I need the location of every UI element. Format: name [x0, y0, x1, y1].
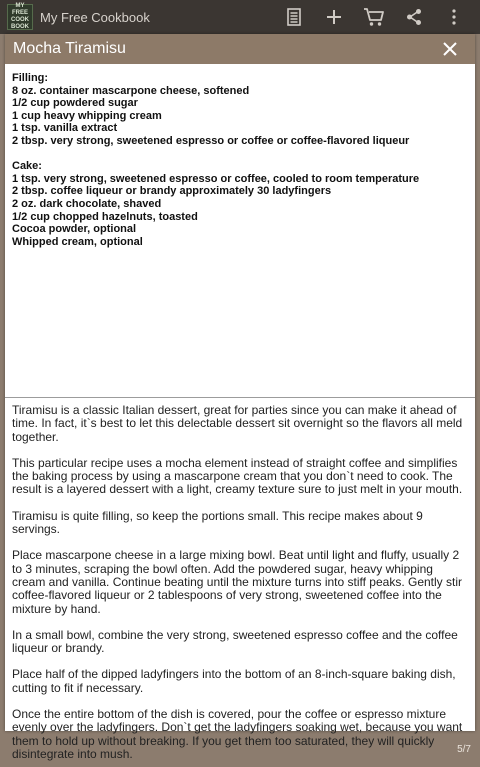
close-button[interactable]: [441, 40, 459, 58]
app-title: My Free Cookbook: [40, 9, 150, 25]
share-icon: [405, 8, 423, 26]
ingredient-spacer: [12, 148, 468, 161]
ingredient-line: 8 oz. container mascarpone cheese, softened: [12, 84, 250, 97]
ingredient-line: 1/2 cup chopped hazelnuts, toasted: [12, 210, 198, 223]
app-logo-text: MY FREE COOK BOOK: [11, 3, 29, 30]
share-button[interactable]: [394, 0, 434, 34]
recipe-title: Mocha Tiramisu: [13, 40, 126, 57]
instruction-paragraph: Place half of the dipped ladyfingers into the bottom of an 8-inch-square baking dish, cutting to fit if necessary.: [12, 667, 456, 695]
close-icon: [443, 42, 457, 56]
ingredient-line: 1/2 cup powdered sugar: [12, 97, 138, 110]
ingredient-line: 2 tbsp. coffee liqueur or brandy approximately 30 ladyfingers: [12, 185, 332, 198]
ingredient-line: Filling:: [12, 72, 49, 84]
list-icon: [286, 8, 302, 26]
ingredient-line: 2 oz. dark chocolate, shaved: [12, 197, 162, 210]
add-icon: [325, 8, 343, 26]
dialog-header: [5, 34, 475, 64]
ingredient-line: Whipped cream, optional: [12, 235, 143, 248]
app-actions: [274, 0, 474, 34]
instruction-paragraph: Tiramisu is quite filling, so keep the portions small. This recipe makes about 9 servings.: [12, 508, 423, 537]
instruction-paragraph: Place mascarpone cheese in a large mixing bowl. Beat until light and fluffy, usually 2 to 3 minutes, scraping the bowl often. Add the powdered sugar, heavy whipping cream and vanilla. Continue beating until the mixture turns into stiff peaks. Gently stir coffee-flavored liqueur or 2 tablespoons of very strong, sweetened coffee into the mixture by hand.: [12, 548, 463, 616]
list-button[interactable]: [274, 0, 314, 34]
overflow-menu-button[interactable]: [434, 0, 474, 34]
instruction-paragraph: In a small bowl, combine the very strong, sweetened espresso coffee and the coffee liqueur or brandy.: [12, 627, 458, 656]
instruction-paragraph: Tiramisu is a classic Italian dessert, great for parties since you can make it ahead of time. In fact, it`s best to let this delectable dessert sit overnight so the flavors all meld together.: [12, 403, 463, 444]
app-bar: [0, 0, 480, 34]
instruction-paragraph: Once the entire bottom of the dish is covered, pour the coffee or espresso mixture evenly over the ladyfingers. Don`t get the ladyfingers soaking wet, because you want them to hold up without breaking. If you get them too saturated, they will quickly disintegrate into mush.: [12, 707, 463, 761]
page-indicator: 5/7: [457, 744, 471, 755]
ingredient-line: Cocoa powder, optional: [12, 223, 137, 236]
cart-button[interactable]: [354, 0, 394, 34]
cart-icon: [363, 7, 385, 27]
app-logo[interactable]: [7, 4, 33, 30]
instruction-paragraph: This particular recipe uses a mocha element instead of straight coffee and simplifies the baking process by using a mascarpone cream that you don`t need to cook. The result is a layered dessert with a light, creamy texture sure to just melt in your mouth.: [12, 455, 463, 497]
overflow-menu-icon: [451, 8, 457, 26]
ingredient-line: 1 tsp. very strong, sweetened espresso or coffee, cooled to room temperature: [12, 172, 420, 185]
ingredient-line: 2 tbsp. very strong, sweetened espresso or coffee or coffee-flavored liqueur: [12, 134, 410, 147]
ingredient-line: 1 tsp. vanilla extract: [12, 122, 118, 135]
ingredient-line: Cake:: [12, 160, 42, 173]
ingredient-line: 1 cup heavy whipping cream: [12, 109, 162, 122]
add-button[interactable]: [314, 0, 354, 34]
ingredients-panel[interactable]: [5, 64, 475, 398]
